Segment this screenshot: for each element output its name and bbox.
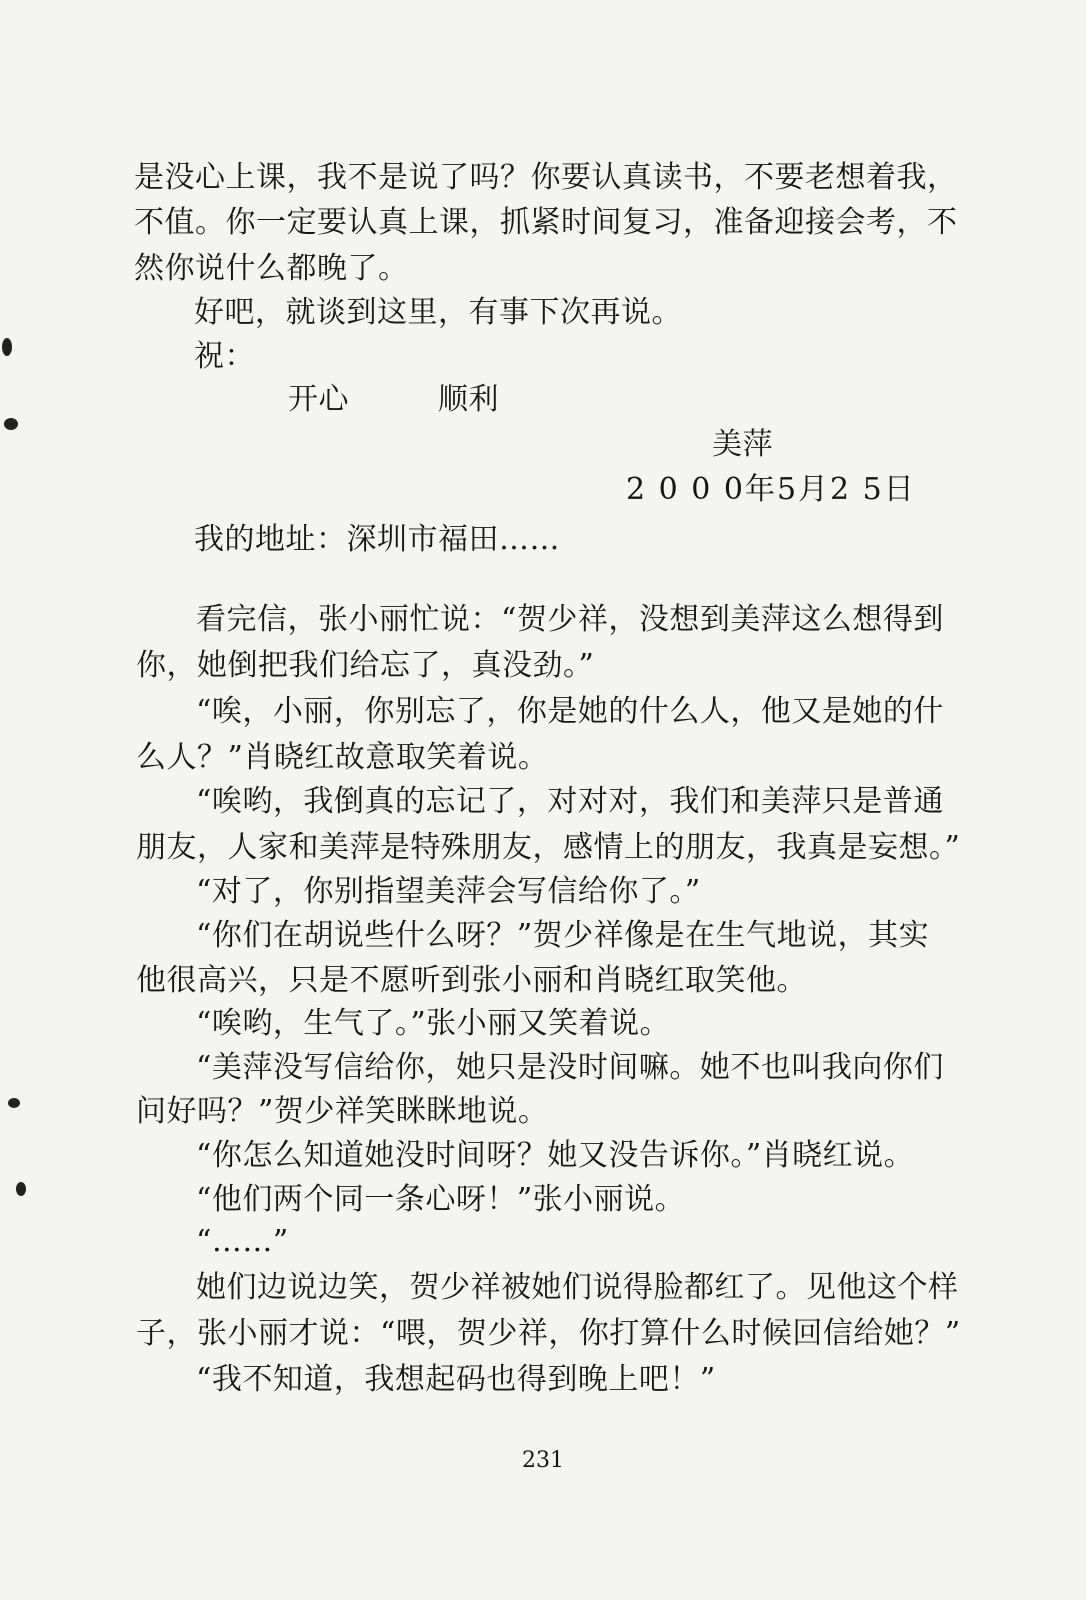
letter-line: 是没心上课，我不是说了吗？你要认真读书，不要老想着我， bbox=[134, 160, 958, 195]
letter-line: 不值。你一定要认真上课，抓紧时间复习，准备迎接会考，不 bbox=[134, 205, 958, 240]
wish-smooth: 顺利 bbox=[438, 382, 499, 417]
story-line: 他很高兴，只是不愿听到张小丽和肖晓红取笑他。 bbox=[136, 963, 807, 998]
story-line: “他们两个同一条心呀！”张小丽说。 bbox=[196, 1182, 686, 1217]
story-line: “美萍没写信给你，她只是没时间嘛。她不也叫我向你们 bbox=[196, 1050, 944, 1085]
story-line: 她们边说边笑，贺少祥被她们说得脸都红了。见他这个样 bbox=[196, 1270, 959, 1305]
story-line: 你，她倒把我们给忘了，真没劲。” bbox=[136, 648, 595, 683]
story-line: 么人？”肖晓红故意取笑着说。 bbox=[136, 740, 549, 775]
story-line: “我不知道，我想起码也得到晚上吧！” bbox=[196, 1362, 716, 1397]
story-line: “你们在胡说些什么呀？”贺少祥像是在生气地说，其实 bbox=[196, 918, 930, 953]
story-line: “唉哟，我倒真的忘记了，对对对，我们和美萍只是普通 bbox=[196, 784, 944, 819]
letter-greeting: 祝： bbox=[194, 339, 255, 374]
story-line: “唉，小丽，你别忘了，你是她的什么人，他又是她的什 bbox=[196, 694, 944, 729]
story-line: 朋友，人家和美萍是特殊朋友，感情上的朋友，我真是妄想。” bbox=[136, 830, 961, 865]
story-line: 问好吗？”贺少祥笑眯眯地说。 bbox=[136, 1094, 549, 1129]
wish-happy: 开心 bbox=[288, 382, 349, 417]
story-line: “……” bbox=[196, 1224, 289, 1259]
address: 我的地址：深圳市福田…… bbox=[194, 522, 560, 557]
page-number: 231 bbox=[522, 1448, 564, 1473]
letter-date: 2 0 0 0年5月2 5日 bbox=[626, 472, 916, 507]
story-line: 子，张小丽才说：“喂，贺少祥，你打算什么时候回信给她？” bbox=[136, 1316, 961, 1351]
signature: 美萍 bbox=[712, 427, 773, 462]
letter-line: 好吧，就谈到这里，有事下次再说。 bbox=[194, 295, 682, 330]
story-line: “对了，你别指望美萍会写信给你了。” bbox=[196, 874, 701, 909]
story-line: “你怎么知道她没时间呀？她又没告诉你。”肖晓红说。 bbox=[196, 1138, 915, 1173]
story-line: 看完信，张小丽忙说：“贺少祥，没想到美萍这么想得到 bbox=[196, 602, 944, 637]
story-line: “唉哟，生气了。”张小丽又笑着说。 bbox=[196, 1006, 671, 1041]
letter-line: 然你说什么都晚了。 bbox=[134, 251, 409, 286]
